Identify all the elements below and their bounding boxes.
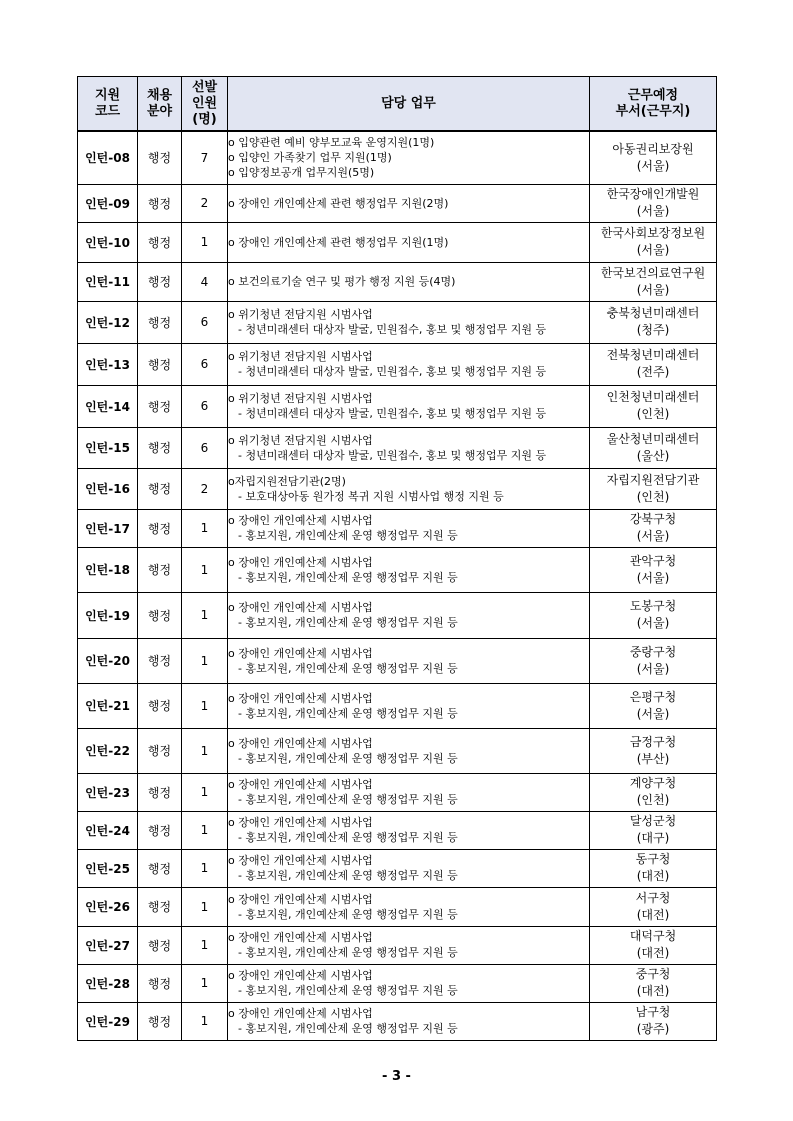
duty-detail: - 홍보지원, 개인예산제 운영 행정업무 지원 등 (238, 570, 458, 584)
cell-count: 6 (182, 301, 228, 343)
table-row (78, 887, 717, 926)
cell-count: 7 (182, 131, 228, 184)
cell-duty (228, 683, 590, 728)
cell-code: 인턴-09 (78, 184, 138, 222)
duty-item: o 위기청년 전담지원 시범사업 (228, 308, 373, 321)
duty-item: o 장애인 개인예산제 시범사업 (228, 816, 373, 829)
duty-detail: - 홍보지원, 개인예산제 운영 행정업무 지원 등 (238, 946, 458, 959)
dept-name: 중구청 (635, 967, 671, 981)
cell-field: 행정 (138, 222, 182, 262)
cell-dept (590, 683, 717, 728)
duty-detail: - 홍보지원, 개인예산제 운영 행정업무 지원 등 (238, 793, 458, 806)
dept-location: (서울) (636, 706, 670, 721)
dept-location: (서울) (636, 570, 670, 585)
cell-count: 1 (182, 683, 228, 728)
dept-name: 달성군청 (629, 814, 677, 828)
cell-duty (228, 592, 590, 638)
duty-detail: - 홍보지원, 개인예산제 운영 행정업무 지원 등 (238, 751, 458, 765)
dept-location: (광주) (636, 1022, 670, 1036)
cell-count: 1 (182, 509, 228, 547)
duty-item: o 장애인 개인예산제 시범사업 (228, 736, 373, 750)
cell-duty (228, 811, 590, 849)
cell-dept (590, 131, 717, 184)
cell-count: 1 (182, 773, 228, 811)
duty-detail: - 홍보지원, 개인예산제 운영 행정업무 지원 등 (238, 869, 458, 882)
duty-detail: - 청년미래센터 대상자 발굴, 민원접수, 홍보 및 행정업무 지원 등 (238, 323, 547, 336)
duty-detail: - 청년미래센터 대상자 발굴, 민원접수, 홍보 및 행정업무 지원 등 (238, 407, 547, 420)
dept-location: (인천) (636, 407, 670, 421)
dept-name: 한국보건의료연구원 (600, 265, 706, 280)
cell-dept (590, 427, 717, 468)
duty-item: o 장애인 개인예산제 시범사업 (228, 931, 373, 944)
cell-dept (590, 547, 717, 592)
cell-duty (228, 222, 590, 262)
cell-code: 인턴-14 (78, 385, 138, 427)
table-row (78, 301, 717, 343)
cell-duty (228, 343, 590, 385)
cell-code: 인턴-24 (78, 811, 138, 849)
cell-code: 인턴-13 (78, 343, 138, 385)
duty-detail: - 청년미래센터 대상자 발굴, 민원접수, 홍보 및 행정업무 지원 등 (238, 365, 547, 378)
duty-detail: - 홍보지원, 개인예산제 운영 행정업무 지원 등 (238, 616, 458, 629)
table-row (78, 926, 717, 964)
table-row (78, 343, 717, 385)
dept-location: (청주) (636, 323, 670, 337)
cell-dept (590, 849, 717, 887)
cell-dept (590, 1002, 717, 1040)
cell-dept (590, 222, 717, 262)
dept-name: 한국장애인개발원 (606, 187, 700, 201)
duty-detail: - 홍보지원, 개인예산제 운영 행정업무 지원 등 (238, 529, 458, 542)
dept-name: 전북청년미래센터 (606, 348, 700, 362)
cell-count: 1 (182, 638, 228, 683)
cell-duty (228, 638, 590, 683)
table-row (78, 683, 717, 728)
cell-duty (228, 468, 590, 509)
cell-duty (228, 964, 590, 1002)
cell-duty (228, 728, 590, 773)
cell-duty (228, 131, 590, 184)
dept-location: (대전) (636, 984, 670, 998)
dept-location: (인천) (636, 793, 670, 807)
cell-code: 인턴-20 (78, 638, 138, 683)
duty-item: o 장애인 개인예산제 시범사업 (228, 514, 373, 527)
cell-dept (590, 301, 717, 343)
dept-name: 대덕구청 (629, 929, 677, 943)
cell-duty (228, 547, 590, 592)
cell-code: 인턴-15 (78, 427, 138, 468)
cell-code: 인턴-16 (78, 468, 138, 509)
dept-location: (대전) (636, 869, 670, 883)
cell-code: 인턴-23 (78, 773, 138, 811)
cell-count: 6 (182, 385, 228, 427)
dept-name: 아동권리보장원 (612, 141, 694, 156)
table-row (78, 1002, 717, 1040)
dept-name: 동구청 (635, 852, 671, 866)
cell-code: 인턴-11 (78, 262, 138, 301)
cell-dept (590, 343, 717, 385)
cell-code: 인턴-22 (78, 728, 138, 773)
duty-item: o 입양정보공개 업무지원(5명) (228, 166, 375, 180)
dept-name: 금정구청 (629, 734, 677, 749)
table-row (78, 638, 717, 683)
cell-duty (228, 887, 590, 926)
dept-name: 은평구청 (629, 689, 677, 704)
cell-code: 인턴-28 (78, 964, 138, 1002)
dept-location: (서울) (636, 204, 670, 218)
duty-detail: - 청년미래센터 대상자 발굴, 민원접수, 홍보 및 행정업무 지원 등 (238, 448, 547, 462)
cell-duty (228, 301, 590, 343)
cell-code: 인턴-26 (78, 887, 138, 926)
table-row (78, 427, 717, 468)
cell-count: 1 (182, 964, 228, 1002)
cell-field: 행정 (138, 926, 182, 964)
table-row (78, 468, 717, 509)
cell-code: 인턴-10 (78, 222, 138, 262)
dept-name: 울산청년미래센터 (606, 431, 700, 446)
cell-dept (590, 184, 717, 222)
cell-count: 1 (182, 849, 228, 887)
table-row (78, 849, 717, 887)
cell-duty (228, 184, 590, 222)
dept-name: 도봉구청 (629, 599, 677, 613)
cell-field: 행정 (138, 509, 182, 547)
header-dept: 근무예정 부서(근무지) (590, 77, 717, 132)
dept-location: (서울) (636, 661, 670, 676)
duty-item: o 보건의료기술 연구 및 평가 행정 지원 등(4명) (228, 275, 456, 288)
cell-duty (228, 849, 590, 887)
duty-detail: - 홍보지원, 개인예산제 운영 행정업무 지원 등 (238, 831, 458, 844)
dept-name: 중랑구청 (629, 644, 677, 659)
cell-code: 인턴-18 (78, 547, 138, 592)
cell-field: 행정 (138, 964, 182, 1002)
duty-item: o 장애인 개인예산제 관련 행정업무 지원(2명) (228, 196, 449, 210)
table-header (78, 77, 717, 132)
duty-item: o 장애인 개인예산제 시범사업 (228, 969, 373, 982)
duty-item: o 위기청년 전담지원 시범사업 (228, 392, 373, 405)
cell-count: 1 (182, 926, 228, 964)
cell-duty (228, 427, 590, 468)
dept-name: 한국사회보장정보원 (600, 226, 706, 240)
table-row (78, 773, 717, 811)
duty-item: o 장애인 개인예산제 시범사업 (228, 1007, 373, 1020)
table-row (78, 728, 717, 773)
duty-item: o 위기청년 전담지원 시범사업 (228, 433, 373, 447)
dept-location: (울산) (636, 448, 670, 463)
dept-location: (전주) (636, 365, 670, 379)
duty-detail: - 홍보지원, 개인예산제 운영 행정업무 지원 등 (238, 984, 458, 997)
dept-location: (대전) (636, 907, 670, 922)
dept-name: 남구청 (635, 1005, 671, 1019)
cell-field: 행정 (138, 131, 182, 184)
cell-duty (228, 926, 590, 964)
table-row (78, 222, 717, 262)
cell-code: 인턴-19 (78, 592, 138, 638)
cell-field: 행정 (138, 773, 182, 811)
dept-location: (서울) (636, 616, 670, 630)
cell-count: 1 (182, 1002, 228, 1040)
cell-count: 1 (182, 811, 228, 849)
cell-field: 행정 (138, 184, 182, 222)
cell-code: 인턴-08 (78, 131, 138, 184)
cell-field: 행정 (138, 1002, 182, 1040)
cell-duty (228, 262, 590, 301)
duty-detail: - 홍보지원, 개인예산제 운영 행정업무 지원 등 (238, 907, 458, 921)
cell-count: 2 (182, 184, 228, 222)
cell-count: 1 (182, 547, 228, 592)
duty-item: o 장애인 개인예산제 시범사업 (228, 646, 373, 660)
cell-field: 행정 (138, 811, 182, 849)
cell-count: 1 (182, 222, 228, 262)
duty-detail: - 홍보지원, 개인예산제 운영 행정업무 지원 등 (238, 661, 458, 675)
dept-location: (서울) (636, 282, 670, 297)
table-row (78, 811, 717, 849)
dept-location: (부산) (636, 751, 670, 766)
duty-detail: - 보호대상아동 원가정 복귀 지원 시범사업 행정 지원 등 (238, 489, 504, 503)
header-row (78, 77, 717, 132)
table-row (78, 131, 717, 184)
dept-location: (서울) (636, 529, 670, 543)
table-row (78, 184, 717, 222)
table-row (78, 262, 717, 301)
cell-field: 행정 (138, 343, 182, 385)
duty-item: o 장애인 개인예산제 시범사업 (228, 691, 373, 705)
cell-code: 인턴-27 (78, 926, 138, 964)
cell-duty (228, 1002, 590, 1040)
cell-dept (590, 385, 717, 427)
dept-name: 자립지원전담기관 (606, 472, 700, 487)
cell-field: 행정 (138, 592, 182, 638)
cell-count: 1 (182, 887, 228, 926)
dept-location: (대전) (636, 946, 670, 960)
cell-duty (228, 385, 590, 427)
cell-field: 행정 (138, 638, 182, 683)
page-number: - 3 - (382, 1069, 411, 1084)
recruitment-table (77, 76, 717, 1041)
table-row (78, 547, 717, 592)
cell-field: 행정 (138, 683, 182, 728)
header-code: 지원 코드 (78, 77, 138, 132)
dept-name: 강북구청 (629, 512, 677, 526)
duty-item: o 장애인 개인예산제 시범사업 (228, 854, 373, 867)
duty-item: o자립지원전담기관(2명) (228, 474, 346, 488)
dept-name: 서구청 (635, 890, 671, 905)
cell-count: 4 (182, 262, 228, 301)
duty-item: o 장애인 개인예산제 시범사업 (228, 555, 373, 569)
dept-name: 인천청년미래센터 (606, 390, 700, 404)
duty-item: o 장애인 개인예산제 시범사업 (228, 601, 373, 614)
cell-duty (228, 509, 590, 547)
cell-field: 행정 (138, 849, 182, 887)
cell-field: 행정 (138, 887, 182, 926)
cell-dept (590, 592, 717, 638)
cell-field: 행정 (138, 385, 182, 427)
cell-dept (590, 811, 717, 849)
cell-dept (590, 773, 717, 811)
duty-detail: - 홍보지원, 개인예산제 운영 행정업무 지원 등 (238, 706, 458, 720)
duty-item: o 위기청년 전담지원 시범사업 (228, 350, 373, 363)
cell-field: 행정 (138, 547, 182, 592)
duty-item: o 입양관련 예비 양부모교육 운영지원(1명) (228, 136, 435, 150)
dept-location: (서울) (636, 158, 670, 173)
cell-dept (590, 887, 717, 926)
duty-item: o 입양인 가족찾기 업무 지원(1명) (228, 151, 392, 165)
cell-field: 행정 (138, 468, 182, 509)
dept-location: (서울) (636, 243, 670, 257)
cell-code: 인턴-17 (78, 509, 138, 547)
cell-duty (228, 773, 590, 811)
cell-code: 인턴-25 (78, 849, 138, 887)
cell-count: 2 (182, 468, 228, 509)
duty-item: o 장애인 개인예산제 시범사업 (228, 778, 373, 791)
cell-field: 행정 (138, 427, 182, 468)
table-row (78, 509, 717, 547)
dept-location: (인천) (636, 489, 670, 504)
cell-count: 6 (182, 343, 228, 385)
table-row (78, 592, 717, 638)
header-field: 채용 분야 (138, 77, 182, 132)
cell-dept (590, 638, 717, 683)
cell-dept (590, 926, 717, 964)
dept-name: 충북청년미래센터 (606, 306, 700, 320)
duty-detail: - 홍보지원, 개인예산제 운영 행정업무 지원 등 (238, 1022, 458, 1035)
cell-dept (590, 728, 717, 773)
header-count: 선발 인원 (명) (182, 77, 228, 132)
cell-count: 6 (182, 427, 228, 468)
dept-location: (대구) (636, 831, 670, 845)
duty-item: o 장애인 개인예산제 관련 행정업무 지원(1명) (228, 235, 449, 249)
cell-field: 행정 (138, 262, 182, 301)
cell-count: 1 (182, 728, 228, 773)
cell-field: 행정 (138, 728, 182, 773)
dept-name: 계양구청 (629, 776, 677, 790)
header-duty: 담당 업무 (228, 77, 590, 132)
cell-field: 행정 (138, 301, 182, 343)
cell-code: 인턴-29 (78, 1002, 138, 1040)
cell-dept (590, 468, 717, 509)
dept-name: 관악구청 (629, 553, 677, 568)
duty-item: o 장애인 개인예산제 시범사업 (228, 892, 373, 906)
table-row (78, 964, 717, 1002)
cell-code: 인턴-21 (78, 683, 138, 728)
cell-count: 1 (182, 592, 228, 638)
cell-dept (590, 509, 717, 547)
cell-dept (590, 262, 717, 301)
table-row (78, 385, 717, 427)
cell-code: 인턴-12 (78, 301, 138, 343)
table-body (78, 131, 717, 1040)
cell-dept (590, 964, 717, 1002)
